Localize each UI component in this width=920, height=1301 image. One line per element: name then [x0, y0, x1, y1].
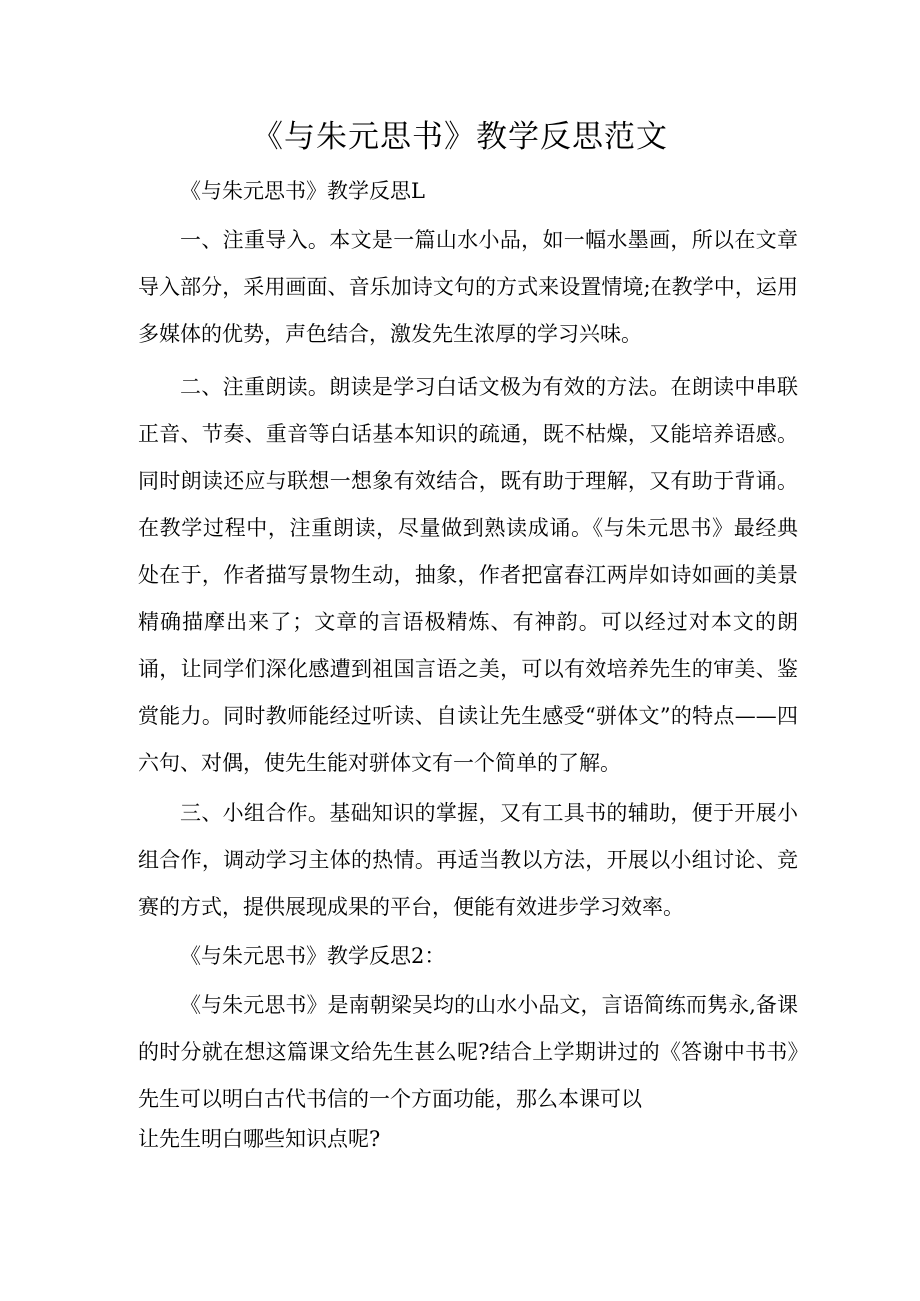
subheading-reflection-1: 《与朱元思书》教学反思L — [180, 179, 425, 203]
subheading-reflection-2: 《与朱元思书》教学反思2： — [180, 944, 446, 968]
document-title: 《与朱元思书》教学反思范文 — [252, 119, 668, 155]
paragraph-reading-aloud: 二、注重朗读。朗读是学习白话文极为有效的方法。在朗读中串联正音、节奏、重音等白话基本知识的疏通，既不枯燥，又能培养语感。同时朗读还应与联想一想象有效结合，既有助于理解，又有助于背诵。在教学过程中，注重朗读，尽量做到熟读成诵。《与朱元思书》最经典处在于，作者描写景物生动，抽象，作者把富春江两岸如诗如画的美景精确描摩出来了；文章的言语极精炼、有神韵。可以经过对本文的朗诵，让同学们深化感遭到祖国言语之美，可以有效培养先生的审美、鉴赏能力。同时教师能经过听读、自读让先生感受“骈体文”的特点——四六句、对偶，使先生能对骈体文有一个简单的了解。 — [138, 375, 798, 775]
paragraph-reflection-2-tail: 让先生明白哪些知识点呢? — [138, 1127, 381, 1151]
paragraph-group-cooperation: 三、小组合作。基础知识的掌握，又有工具书的辅助，便于开展小组合作，调动学习主体的热情。再适当教以方法，开展以小组讨论、竞赛的方式，提供展现成果的平台，便能有效进步学习效率。 — [138, 801, 798, 919]
paragraph-reflection-2 — [138, 982, 798, 1155]
paragraph-reflection-2-body: 《与朱元思书》是南朝梁吴均的山水小品文，言语简练而隽永,备课的时分就在想这篇课文给先生甚么呢?结合上学期讲过的《答谢中书书》先生可以明白古代书信的一个方面功能，那么本课可以 — [138, 993, 798, 1111]
paragraph-introduction: 一、注重导入。本文是一篇山水小品，如一幅水墨画，所以在文章导入部分，采用画面、音乐加诗文句的方式来设置情境;在教学中，运用多媒体的优势，声色结合，激发先生浓厚的学习兴味。 — [138, 228, 798, 346]
